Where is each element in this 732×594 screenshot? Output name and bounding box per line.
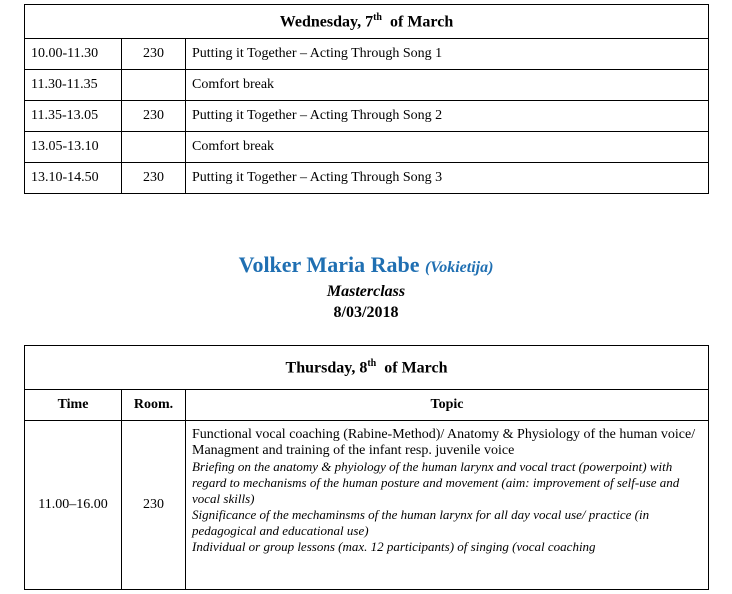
header-row [25, 390, 709, 421]
topic-detail: Individual or group lessons (max. 12 participants) of singing (vocal coaching [192, 539, 596, 554]
topic-cell: Putting it Together – Acting Through Song 1 [186, 39, 709, 70]
month-text: of March [376, 359, 448, 377]
time-cell: 13.10-14.50 [25, 163, 122, 194]
wednesday-day-heading [25, 5, 709, 39]
topic-cell: Putting it Together – Acting Through Song 3 [186, 163, 709, 194]
time-cell: 13.05-13.10 [25, 132, 122, 163]
room-header: Room. [122, 390, 186, 421]
topic-cell [186, 421, 709, 590]
table-row [25, 132, 709, 163]
room-cell [122, 132, 186, 163]
thursday-schedule-table [24, 345, 709, 590]
topic-main-text: Functional vocal coaching (Rabine-Method)/ Anatomy & Physiology of the human voice/ Managment and training of the infant resp. juvenile voice [192, 427, 696, 458]
topic-detail: Significance of the mechaminsms of the human larynx for all day vocal use/ practice (in pedagogical and educational use) [192, 507, 650, 538]
topic-detail: Briefing on the anatomy & phyiology of the human larynx and vocal tract (powerpoint) with regard to mechanisms of the human posture and movement (aim: improvement of self-use and vocal skills) [192, 459, 680, 506]
day-text: Wednesday, 7 [279, 13, 374, 31]
session-type: Masterclass [326, 283, 406, 300]
room-cell: 230 [122, 39, 186, 70]
month-text: of March [382, 13, 454, 31]
topic-cell: Comfort break [186, 132, 709, 163]
speaker-heading [0, 252, 732, 278]
wednesday-schedule-table [24, 4, 709, 194]
room-cell: 230 [122, 421, 186, 590]
topic-cell: Putting it Together – Acting Through Song 2 [186, 101, 709, 132]
thursday-day-heading [25, 346, 709, 390]
day-sup: th [367, 357, 377, 369]
session-date: 8/03/2018 [333, 304, 399, 321]
time-cell: 11.35-13.05 [25, 101, 122, 132]
speaker-alias: (Vokietija) [424, 259, 494, 276]
speaker-name: Volker Maria Rabe [238, 252, 425, 277]
table-row [25, 70, 709, 101]
room-cell: 230 [122, 101, 186, 132]
day-text: Thursday, 8 [285, 359, 368, 377]
table-row [25, 39, 709, 70]
table-row [25, 101, 709, 132]
day-sup: th [373, 11, 382, 23]
room-cell [122, 70, 186, 101]
room-cell: 230 [122, 163, 186, 194]
topic-header: Topic [186, 390, 709, 421]
time-cell: 11.00–16.00 [25, 421, 122, 590]
time-cell: 11.30-11.35 [25, 70, 122, 101]
time-header: Time [25, 390, 122, 421]
table-row [25, 163, 709, 194]
time-cell: 10.00-11.30 [25, 39, 122, 70]
topic-cell: Comfort break [186, 70, 709, 101]
table-row [25, 421, 709, 590]
